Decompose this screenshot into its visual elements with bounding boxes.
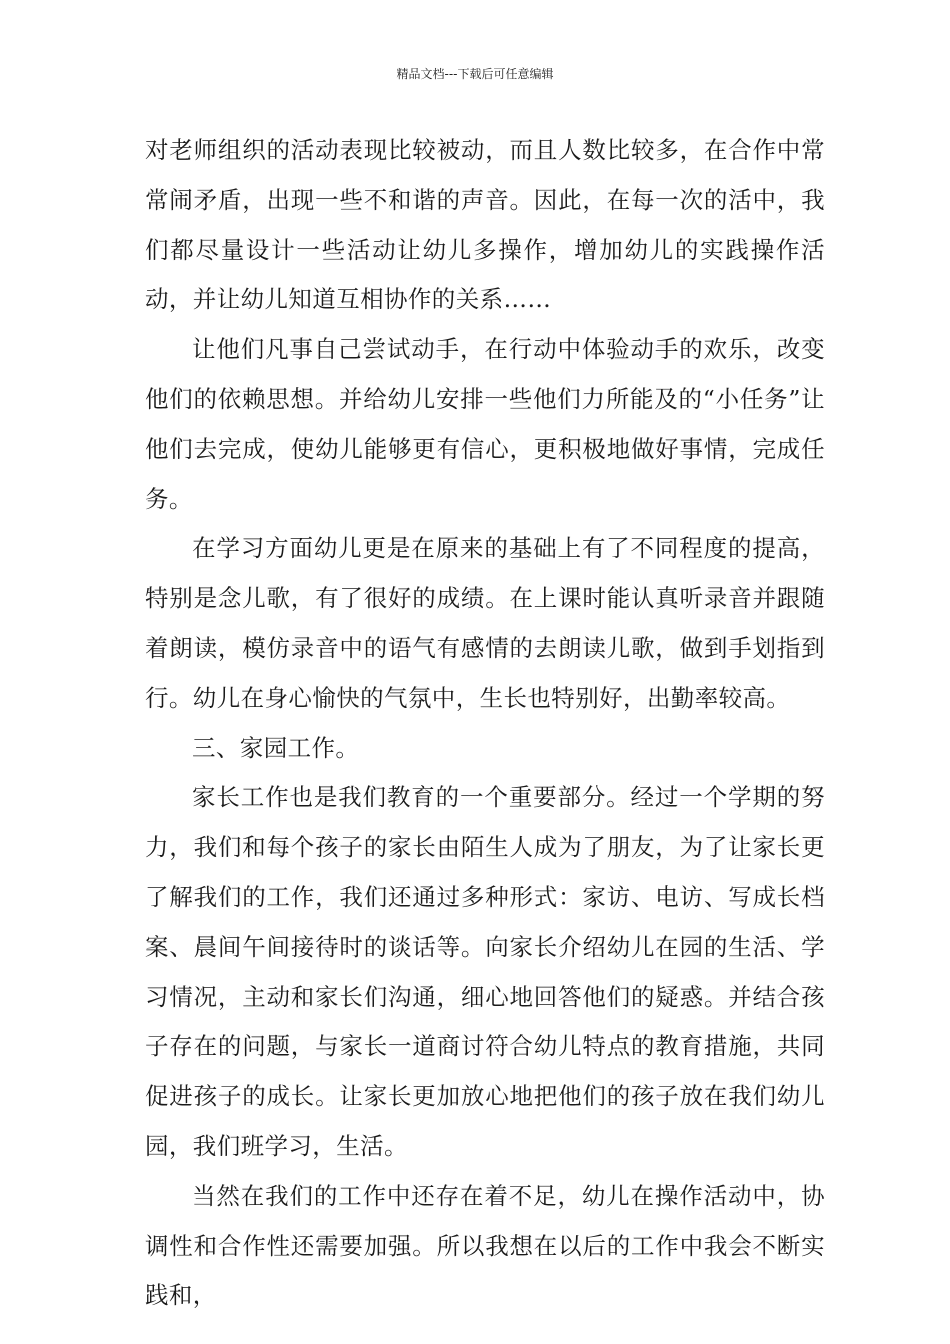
page-header: 精品文档---下载后可任意编辑 (396, 67, 554, 81)
paragraph-1: 对老师组织的活动表现比较被动，而且人数比较多，在合作中常常闹矛盾，出现一些不和谐的声音。因此，在每一次的活中，我们都尽量设计一些活动让幼儿多操作，增加幼儿的实践操作活动，并让幼儿知道互相协作的关系…… (145, 136, 825, 314)
paragraph-4: 家长工作也是我们教育的一个重要部分。经过一个学期的努力，我们和每个孩子的家长由陌生人成为了朋友，为了让家长更了解我们的工作，我们还通过多种形式：家访、电访、写成长档案、晨间午间接待时的谈话等。向家长介绍幼儿在园的生活、学习情况，主动和家长们沟通，细心地回答他们的疑惑。并结合孩子存在的问题，与家长一道商讨符合幼儿特点的教育措施，共同促进孩子的成长。让家长更加放心地把他们的孩子放在我们幼儿园，我们班学习，生活。 (145, 783, 825, 1160)
paragraph-5: 当然在我们的工作中还存在着不足，幼儿在操作活动中，协调性和合作性还需要加强。所以我想在以后的工作中我会不断实践和， (145, 1181, 825, 1310)
paragraph-3: 在学习方面幼儿更是在原来的基础上有了不同程度的提高，特别是念儿歌，有了很好的成绩。在上课时能认真听录音并跟随着朗读，模仿录音中的语气有感情的去朗读儿歌，做到手划指到行。幼儿在身心愉快的气氛中，生长也特别好，出勤率较高。 (145, 534, 825, 712)
section-heading: 三、家园工作。 (192, 733, 360, 762)
paragraph-2: 让他们凡事自己尝试动手，在行动中体验动手的欢乐，改变他们的依赖思想。并给幼儿安排一些他们力所能及的“小任务”让他们去完成，使幼儿能够更有信心，更积极地做好事情，完成任务。 (145, 335, 825, 513)
document-body (145, 126, 825, 1321)
